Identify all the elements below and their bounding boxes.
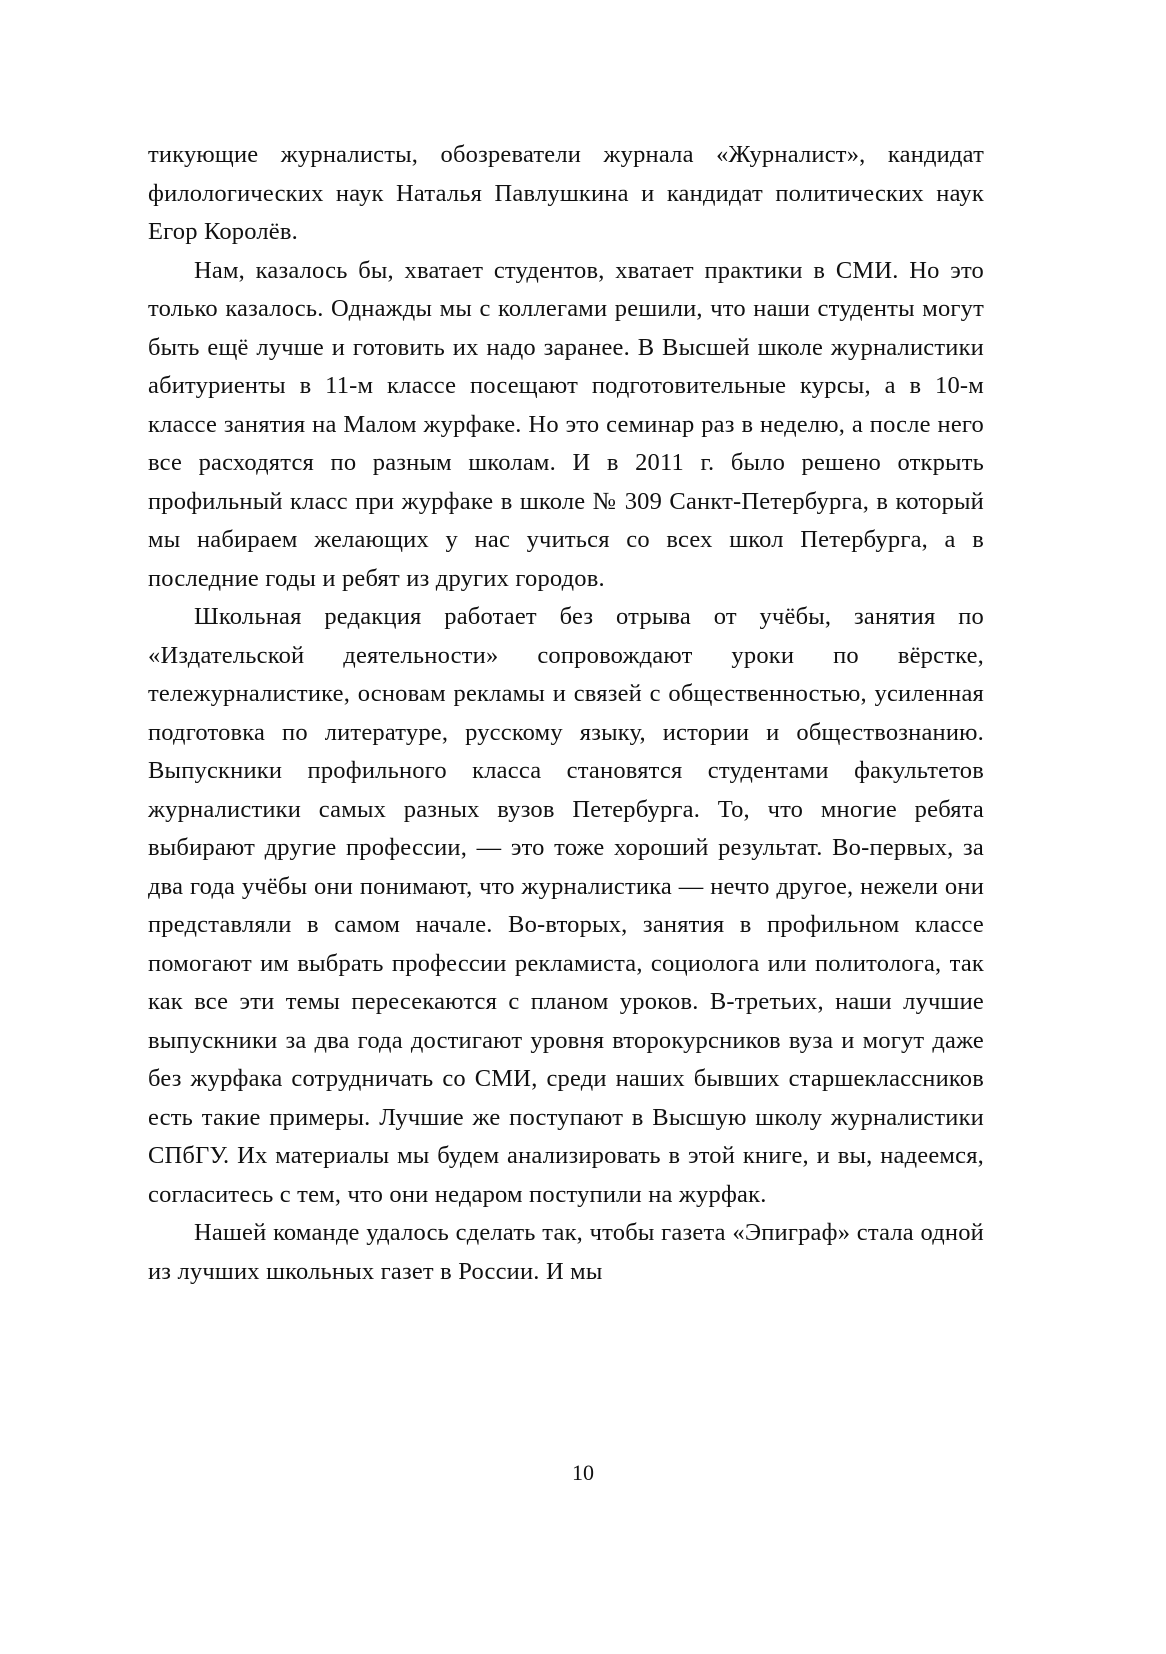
text-block: [148, 136, 984, 1291]
paragraph: Школьная редакция работает без отрыва от учёбы, занятия по «Издательской деятельности» сопровождают уроки по вёрстке, тележурналистике, основам рекламы и связей с общественностью, усиленная подготовка по литературе, русскому языку, истории и обществознанию. Выпускники профильного класса становятся студентами факультетов журналистики самых разных вузов Петербурга. То, что многие ребята выбирают другие профессии, — это тоже хороший результат. Во-первых, за два года учёбы они понимают, что журналистика — нечто другое, нежели они представляли в самом начале. Во-вторых, занятия в профильном классе помогают им выбрать профессии рекламиста, социолога или политолога, так как все эти темы пересекаются с планом уроков. В-третьих, наши лучшие выпускники за два года достигают уровня второкурсников вуза и могут даже без журфака сотрудничать со СМИ, среди наших бывших старшеклассников есть такие примеры. Лучшие же поступают в Высшую школу журналистики СПбГУ. Их материалы мы будем анализировать в этой книге, и вы, надеемся, согласитесь с тем, что они недаром поступили на журфак.: [148, 603, 984, 1208]
paragraph: Нам, казалось бы, хватает студентов, хватает практики в СМИ. Но это только казалось. Однажды мы с коллегами решили, что наши студенты могут быть ещё лучше и готовить их надо заранее. В Высшей школе журналистики абитуриенты в 11-м классе посещают подготовительные курсы, а в 10-м классе занятия на Малом журфаке. Но это семинар раз в неделю, а после него все расходятся по разным школам. И в 2011 г. было решено открыть профильный класс при журфаке в школе № 309 Санкт-Петербурга, в который мы набираем желающих у нас учиться со всех школ Петербурга, а в последние годы и ребят из других городов.: [148, 256, 984, 592]
page-number: 10: [572, 1460, 594, 1485]
paragraph-continuation: тикующие журналисты, обозреватели журнала «Журналист», кандидат филологических наук Наталья Павлушкина и кандидат политических наук Егор Королёв.: [148, 141, 984, 245]
paragraph: Нашей команде удалось сделать так, чтобы газета «Эпиграф» стала одной из лучших школьных газет в России. И мы: [148, 1219, 984, 1285]
